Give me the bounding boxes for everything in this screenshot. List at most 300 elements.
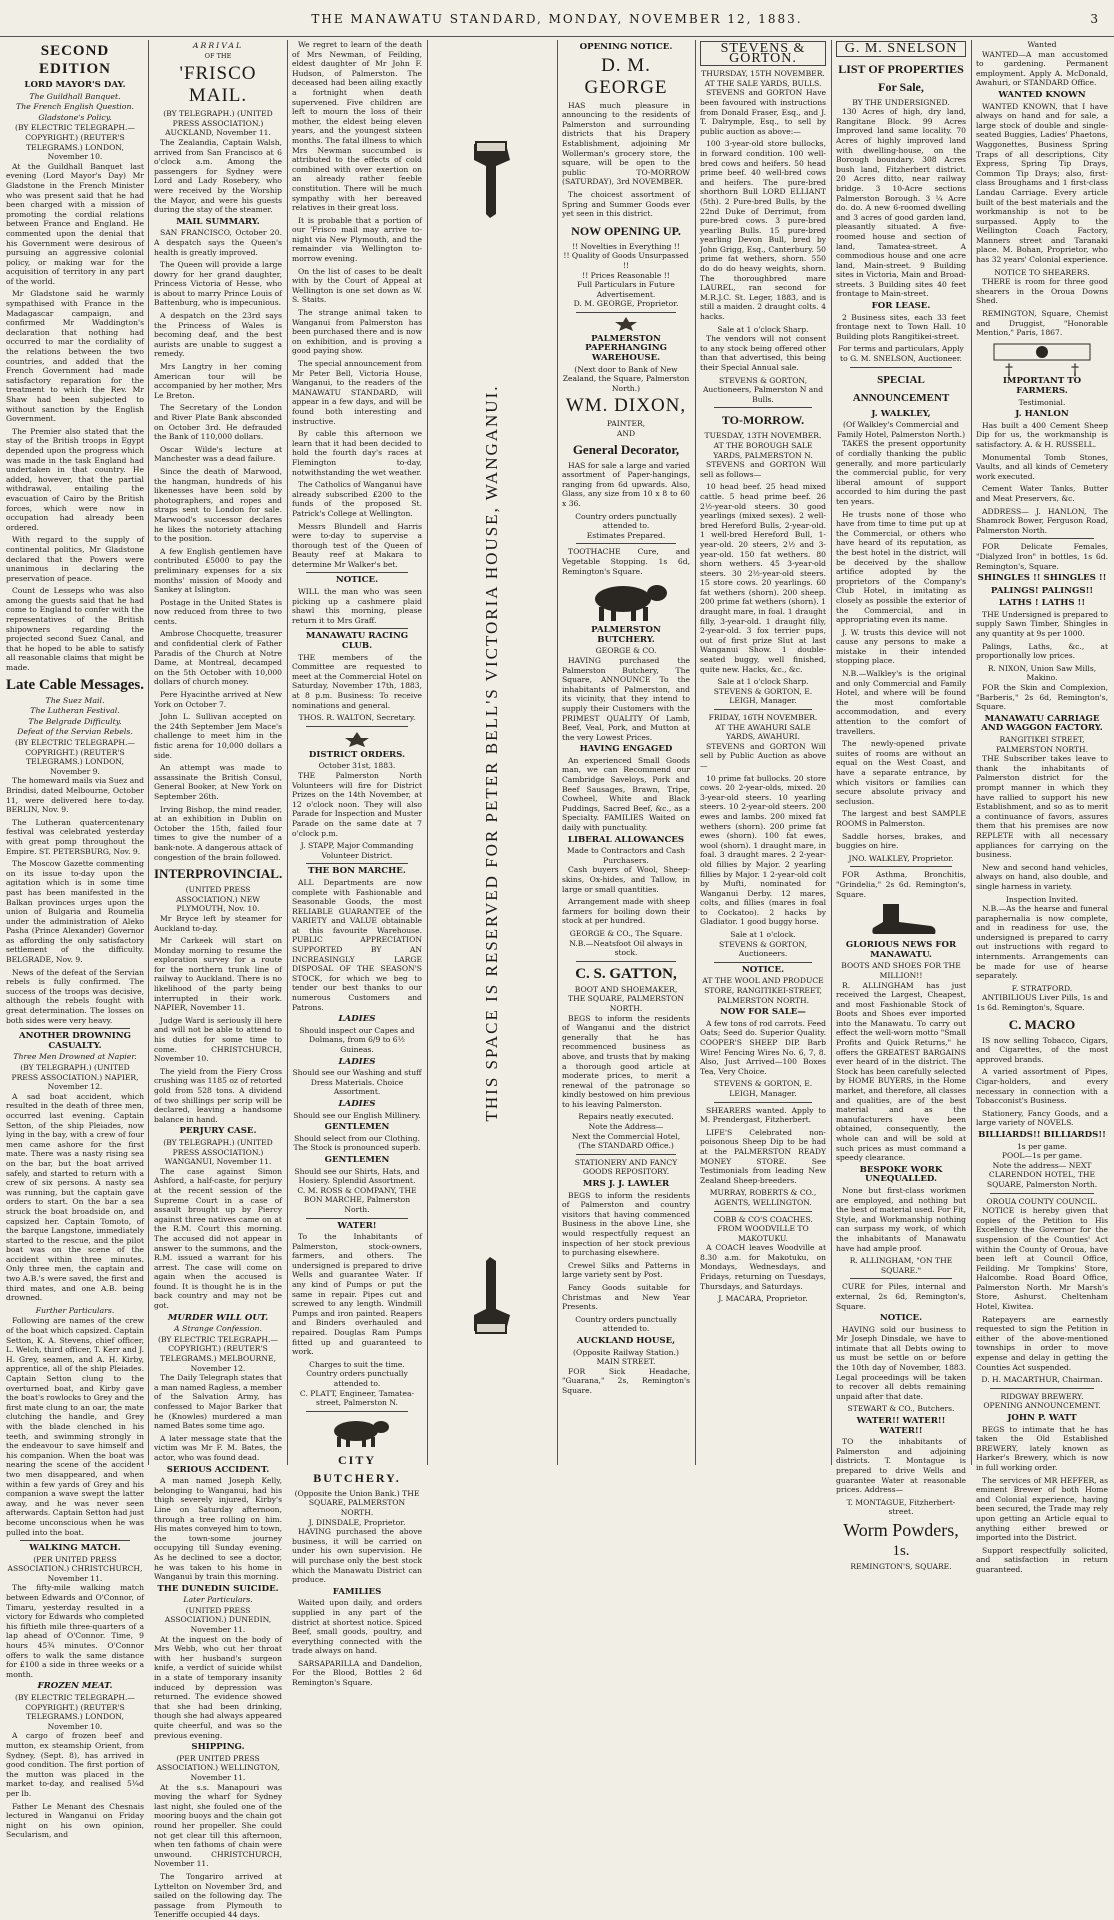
headline: SHIPPING. <box>191 1742 245 1753</box>
article-paragraph: Ambrose Chocquette, treasurer and confidential clerk of Father Paradis of the Church at Notre Dame, at Montreal, decamped on the 5th October with 10,000 dollars of church money. <box>154 629 282 687</box>
ad-text: N.B.—Neatsfoot Oil always in stock. <box>569 938 683 958</box>
ad-text: HAVING sold our business to Mr Joseph Dinsdale, we have to intimate that all Debts owing to us must be settle on or before the 10th day of November, 1883. Legal proceedings will be taken to recover all debts remaining unpaid after that date. <box>836 1324 966 1401</box>
divider <box>990 1388 1094 1389</box>
headline: WALKING MATCH. <box>29 1543 121 1554</box>
ad-heading: FOR LEASE. <box>871 301 931 312</box>
ad-signature: D. M. GEORGE, Proprietor. <box>573 299 679 309</box>
subheadline: Defeat of the Servian Rebels. <box>17 727 133 737</box>
ad-text: (Of Walkley's Commercial and Family Hotel, Palmerston North.) <box>836 420 966 439</box>
divider <box>714 407 812 408</box>
ad-text: HAVING purchased the Palmerston Butchery, The Square, ANNOUNCE To the inhabitants of Palmerston, and its vicinity, that they intend to supply their Customers with the PRIMEST QUALITY Of Lamb, Beef, Veal, Pork, and Mutton at the very Lowest Prices. <box>562 655 690 742</box>
ad-text: (Next door to Bank of New Zealand, the Square, Palmerston North.) <box>562 364 690 393</box>
headline: SERIOUS ACCIDENT. <box>166 1464 270 1475</box>
ad-text: A COACH leaves Woodville at 8.30 a.m. for Makotuku, on Mondays, Wednesdays, and Fridays, returning on Tuesdays, Thursdays, and Saturdays. <box>700 1243 826 1291</box>
article-paragraph: On the list of cases to be dealt with by the Court of Appeal at Wellington is one set down as W. S. Staits. <box>292 266 422 305</box>
divider <box>306 1218 408 1219</box>
ad-text: RANGITIKEI STREET, PALMERSTON NORTH. <box>995 735 1089 754</box>
column-ads-2 <box>696 40 830 1465</box>
ad-heading: NOTICE. <box>741 964 785 975</box>
ad-text: A varied assortment of Pipes, Cigar-holders, and every necessary in connection with a Tobacconist's Business. <box>976 1067 1108 1106</box>
ad-title: 1s. <box>892 1542 910 1559</box>
ad-heading: NOW OPENING UP. <box>571 223 681 238</box>
ad-text: Repairs neatly executed. <box>578 1112 674 1122</box>
divider <box>714 1211 812 1212</box>
ad-text: None but first-class workmen are employed, and nothing but the best of material used. For Fit, Style, and Workmanship nothing can surpass my work, of which the inhabitants of Manawatu have had ample proof. <box>836 1185 966 1253</box>
ad-title: C. S. GATTON, <box>575 965 677 982</box>
dateline: (BY TELEGRAPH.) (UNITED PRESS ASSOCIATION.) NAPIER, November 12. <box>11 1063 139 1092</box>
ad-heading: NOTICE TO SHEARERS. <box>994 267 1090 277</box>
ad-text: WILL the man who was seen picking up a cashmere plaid shawl this morning, please return it to Mrs Graff. <box>292 587 422 625</box>
ad-title: AUCKLAND HOUSE, <box>576 1335 676 1346</box>
subheadline: The Suez Mail. <box>45 695 105 705</box>
ad-text: Full Particulars in Future Advertisement. <box>577 280 675 299</box>
divider <box>850 1278 952 1279</box>
divider <box>576 1154 676 1155</box>
column-ads-4 <box>972 40 1112 1574</box>
ad-text: AT THE SALE YARDS, BULLS. <box>704 78 822 88</box>
ad-heading: BESPOKE WORK UNEQUALLED. <box>859 1164 943 1185</box>
subheadline: The Belgrade Difficulty. <box>28 716 122 726</box>
cross-icon: † <box>1071 359 1079 379</box>
article-paragraph: The Lutheran quatercentenary festival was celebrated yesterday with great pomp throughout the Empire. ST. PETERSBURG, Nov. 9. <box>6 817 144 856</box>
divider <box>990 1193 1094 1194</box>
ad-text: REMINGTON, Square, Chemist and Druggist, "Honorable Mention," Paris, 1867. <box>976 309 1108 338</box>
article-paragraph: Since the death of Marwood, the hangman, hundreds of his likenesses have been sold by photographers, and ropes and straps sent to London for sale. Marwood's successor declares he likes the notoriety attaching to the position. <box>154 466 282 544</box>
ad-text: Country orders punctually attended to. <box>575 1314 677 1334</box>
article-paragraph: It is probable that a portion of our 'Frisco mail may arrive to-night via New Plymouth, and the remainder via Wellington to-morrow evening. <box>292 215 422 264</box>
ad-text: AT THE BOROUGH SALE YARDS, PALMERSTON N. <box>713 440 813 460</box>
article-paragraph: Father Le Menant des Chesnais lectured in Wanganui on Friday night on his own opinion, Secularism, and <box>6 1801 144 1840</box>
article-paragraph: We regret to learn of the death of Mrs Newman, of Feilding, eldest daughter of Mr John F. Hudson, of Palmerston. The deceased had been ailing exactly a fortnight when death supervened. Five children are left to mourn the loss of their mother, the eldest being eleven years, and the youngest sixteen months. The fatal illness to which Mrs Newman succumbed is attributed to the effects of cold combined with over exertion on an already rather feeble constitution. There will be much sympathy with her bereaved relatives in their great loss. <box>292 40 422 213</box>
ad-signature: JNO. WALKLEY, Proprietor. <box>848 853 954 863</box>
ad-heading: LIST OF PROPERTIES For Sale, <box>838 61 964 94</box>
ad-title: WM. DIXON, <box>565 395 687 417</box>
divider <box>306 572 408 573</box>
boot-icon <box>861 902 941 938</box>
ad-text: !! Prices Reasonable !! <box>582 270 670 280</box>
ad-text: Arrangement made with sheep farmers for boiling down their stock at per hundred. <box>562 897 690 926</box>
ad-text: STEVENS and GORTON Have been favoured with instructions from Donald Fraser, Esq., and J. T. Dalrymple, Esq., to sell by public auction as above:— <box>700 88 826 136</box>
ad-heading: WANTED KNOWN <box>998 89 1086 100</box>
crest-icon <box>611 316 641 332</box>
ad-title: JOHN P. WATT <box>1007 1413 1077 1423</box>
ad-text: GEORGE & CO. <box>595 646 657 656</box>
headline: Late Cable Messages. <box>6 676 144 693</box>
ad-text: Estimates Prepared. <box>586 530 666 540</box>
ad-text: ALL Departments are now complete with Fashionable and Seasonable Goods, the most RELIABLE GUARANTEE of the VARIETY and VALUE obtainable at this favourite Warehouse. PUBLIC APPRECIATION SUPPORTED BY AN INCREASINGLY LARGE DISPOSAL OF THE SEASON'S STOCK, for which we beg to tender our best thanks to our numerous Customers and Patrons. <box>292 877 422 1012</box>
divider <box>850 367 952 368</box>
ad-text: AT THE AWAHURI SALE YARDS, AWAHURI. <box>715 722 811 742</box>
ad-signature: R. ALLINGHAM, "ON THE SQUARE." <box>849 1256 953 1275</box>
column-rule <box>148 40 149 1465</box>
ad-text: N.B.—As the hearse and funeral paraphernalia is now complete, and in readiness for use, the undersigned is prepared to carry out instructions with regard to internments. Arrangements can be made for use of hearse separately. <box>976 904 1108 981</box>
ad-text: TAKES the present opportunity of cordially thanking the public generally, and more particularly the commercial public, for very liberal amount of support accorded to him during the past ten years. <box>836 439 966 506</box>
ad-text: THE Subscriber takes leave to thank the inhabitants of Palmerston district for the prompt manner in which they have rallied to support his new Establishment, and so as to merit a continuance of favors, assures them that his premises are now REPLETE with all necessary appliances for carrying on the business. <box>976 754 1108 860</box>
ad-text: LIFE'S Celebrated non-poisonous Sheep Dip to be had at the PALMERSTON READY MONEY STORE. See Testimonials from leading New Zealand Sheep-breeders. <box>700 1127 826 1185</box>
ad-date: October 31st, 1883. <box>318 761 396 771</box>
headline: 'FRISCO MAIL. <box>179 63 257 107</box>
ad-heading: SHINGLES !! SHINGLES !! <box>977 573 1107 584</box>
dateline: (BY TELEGRAPH.) (UNITED PRESS ASSOCIATION.) AUCKLAND, November 11. <box>163 109 273 138</box>
ad-signature: D. H. MACARTHUR, Chairman. <box>981 1375 1103 1385</box>
ad-text: Support respectfully solicited, and satisfaction in return guaranteed. <box>976 1545 1108 1574</box>
ad-heading: PALMERSTON BUTCHERY. <box>591 625 661 645</box>
ad-title: J. HANLON <box>1015 409 1069 420</box>
divider <box>576 961 676 962</box>
ad-signature: THOS. R. WALTON, Secretary. <box>298 713 416 723</box>
ad-heading: DISTRICT ORDERS. <box>308 749 406 760</box>
ad-title: STEVENS & GORTON. <box>700 41 826 66</box>
ad-date: FRIDAY, 16TH NOVEMBER. <box>708 713 818 722</box>
ad-text: ANTIBILIOUS Liver Pills, 1s and 1s 6d. Remington's, Square. <box>976 993 1108 1013</box>
ad-text: Made to Contractors and Cash Purchasers. <box>566 846 686 865</box>
dateline: (BY TELEGRAPH.) (UNITED PRESS ASSOCIATION.) WANGANUI, November 11. <box>163 1137 273 1167</box>
headline: PERJURY CASE. <box>179 1126 257 1137</box>
divider <box>990 538 1094 539</box>
ad-signature: STEWART & CO., Butchers. <box>847 1404 955 1414</box>
article-paragraph: The strange animal taken to Wanganui from Palmerston has been purchased there and is now on exhibition, and is proving a good paying show. <box>292 308 422 356</box>
article-paragraph: Mr Gladstone said he warmly sympathised with France in the Madagascar campaign, and confirmed Mr Waddington's declaration that nothing had occurred to mar the cordiality of the relations between the two countries, and added that the French Government had made satisfactory reparation for the treatment to which the Rev. Mr Shaw had been subjected to without sanction by the English Government. <box>6 289 144 424</box>
ad-title: G. M. SNELSON <box>836 41 966 57</box>
ad-heading: GENTLEMEN <box>324 1122 390 1133</box>
ad-text: Country orders punctually attended to. <box>306 1369 408 1388</box>
subheadline: The Guildhall Banquet. <box>29 91 121 101</box>
article-paragraph: SAN FRANCISCO, October 20. A despatch says the Queen's health is greatly improved. <box>154 228 282 257</box>
article-paragraph: The Moscow Gazette commenting on its issue to-day upon the agitation which is in some time past has been manifested in the Balkan provinces urges upon the union of Bulgaria and Roumelia under the administration of Aleko Pasha (Prince Alexander) Governor as affording the only satisfactory settlement of the difficulty. BELGRADE, Nov. 9. <box>6 859 144 965</box>
ad-heading: IMPORTANT TO FARMERS. <box>1002 376 1082 396</box>
ad-heading: SPECIAL ANNOUNCEMENT <box>852 373 950 404</box>
ad-heading: TO-MORROW. <box>721 413 805 428</box>
ad-heading: WATER!! WATER!! WATER!! <box>856 1416 946 1436</box>
ad-text: BY THE UNDERSIGNED. <box>852 97 950 107</box>
article-paragraph: The yield from the Fiery Cross crushing was 1185 oz of retorted gold from 528 tons. A dividend of two shillings per scrip will be declared, leaving a handsome balance in hand. <box>154 1066 282 1124</box>
headline: MAIL SUMMARY. <box>176 216 260 227</box>
ad-text: Should see our Shirts, Hats, and Hosiery. Splendid Assortment. <box>294 1166 420 1186</box>
ad-signature: STEVENS & GORTON, Auctioneers, Palmerston N and Bulls. <box>702 375 824 404</box>
ad-text: BEGS to intimate that he has taken the Old Established BREWERY, lately known as Harker's Brewery, which is now in full working order. <box>976 1424 1108 1472</box>
article-paragraph: The case against Simon Ashford, a half-caste, for perjury at the recent session of the Supreme Court in a case of assault brought up by Piercy against three natives came on at the R.M. Court this morning. The accused did not appear in answer to the summons, and the R.M. issued a warrant for his arrest. The case will come on again when the accused is found. It is thought he is in the back country and may not be got. <box>154 1166 282 1311</box>
ad-text: NOTICE is hereby given that copies of the Petition to His Excellency the Governor for the suspension of the Counties' Act within the County of Oroua, have been left at Council Office, Feilding. Mr Tompkins' Store, Halcombe. Road Board Office, Palmerston North. Mr Marsh's Store, Ashurst. Cheltenham Hotel, Kiwitea. <box>976 1206 1108 1312</box>
dateline: (UNITED PRESS ASSOCIATION.) NEW PLYMOUTH, Nov. 10. <box>175 885 261 914</box>
article-paragraph: A man named Joseph Kelly, belonging to Wanganui, had his thigh severely injured, Kirby's Line on Saturday afternoon, through a tree rolling on him. His mates conveyed him to town, the town-some journey occupying till Sunday evening. As he declined to see a doctor, he was taken to his home in Wanganui by train this morning. <box>154 1476 282 1582</box>
ad-signature: J. STAPP, Major Commanding Volunteer District. <box>300 841 414 860</box>
ad-text: 1s per game. <box>1016 1141 1068 1151</box>
ad-heading: RIDGWAY BREWERY. <box>1000 1391 1084 1401</box>
ad-heading: GENTLEMEN <box>324 1154 390 1165</box>
ad-text: Should see our Washing and stuff Dress Materials. Choice Assortment. <box>292 1068 422 1097</box>
ad-text: Charges to suit the time. <box>309 1359 405 1369</box>
article-paragraph: At the s.s. Manapouri was moving the wharf for Sydney last night, she fouled one of the mooring buoys and the chain got round her propeller. She could not get clear till this afternoon, when ten fathoms of chain were unwound. CHRISTCHURCH, November 11. <box>154 1782 282 1869</box>
ad-heading: CITY BUTCHERY. <box>313 1452 401 1485</box>
ad-text: N.B.—Walkley's is the original and only Commercial and Family Hotel, and where will be found the most comfortable accommodation, and every attention to the comfort of travellers. <box>836 669 966 736</box>
divider <box>714 1102 812 1103</box>
headline: FROZEN MEAT. <box>37 1681 113 1692</box>
ad-heading: MANAWATU RACING CLUB. <box>305 631 409 652</box>
ad-text: The vendors will not consent to any stock being offered other than that advertised, this being their Special Annual sale. <box>700 334 826 372</box>
ad-text: Sale at 1 o'clock. <box>730 930 796 940</box>
ad-text: Waited upon daily, and orders supplied in any part of the district at shortest notice. Spiced Beef, small goods, poultry, and everything connected with the trade always on hand. <box>292 1598 422 1656</box>
ad-text: STEVENS and GORTON Will sell as follows— <box>700 460 826 479</box>
pointing-hand-icon <box>466 1255 518 1335</box>
headline: INTERPROVINCIAL. <box>154 866 283 882</box>
article-paragraph: Postage in the United States is now reduced from three to two cents. <box>154 597 282 626</box>
ad-text: STEVENS and GORTON Will sell by Public Auction as above— <box>700 741 826 770</box>
headline: THE DUNEDIN SUICIDE. <box>157 1583 279 1594</box>
article-paragraph: Irving Bishop, the mind reader, at an exhibition in Dublin on October the 15th, failed four times to give the number of a bank-note. A dangerous attack of congestion of the brain followed. <box>154 804 282 862</box>
ad-text: 10 head beef. 25 head mixed cattle. 5 head prime beef. 26 2½-year-old steers. 30 good yearlings (mixed sexes). 2 well-bred Hereford Bulls, 2-year-old. 1 well-bred Hereford Bull, 1-year-old. 20 steers, 2½ and 3-year-old. 150 fat wethers. 80 shorn wethers. 45 3-year-old steers. 30 2½-year-old steers. 15 store cows. 20 yearlings. 60 fat wethers (shorn). 200 sheep. 200 prime fat wethers (shorn). 1 draught mare, in foal. 1 draught filly, 3-year-old. 1 draught filly, 2-year-old. 3 fox terrier pups, out of first prize Slut at last Wanganui Show. 1 double-seated buggy, well finished, quite new. Hacks, &c., &c. <box>700 482 826 674</box>
divider <box>576 543 676 544</box>
ad-heading: BOOTS AND SHOES FOR THE MILLION!! <box>841 961 961 980</box>
ad-signature: GEORGE & CO., The Square. <box>569 928 683 938</box>
ad-text: FOR Sick Headache, "Guarana," 2s, Remington's Square. <box>562 1366 690 1395</box>
ad-text: Fancy Goods suitable for Christmas and New Year Presents. <box>562 1282 690 1312</box>
ad-heading: LADIES <box>338 1098 376 1109</box>
ad-text: BOOT AND SHOEMAKER, <box>574 984 678 994</box>
ox-icon <box>322 1415 392 1449</box>
ad-text: HAS much pleasure in announcing to the residents of Palmerston and surrounding districts that his Drapery Establishment, adjoining Mr Wollerman's grocery store, the square, will be open to the public TO-MORROW (SATURDAY), 3rd NOVEMBER. <box>562 100 690 187</box>
divider <box>576 312 676 313</box>
subheadline: Further Particulars. <box>35 1305 115 1315</box>
ad-heading: COBB & CO'S COACHES. <box>713 1214 813 1224</box>
article-paragraph: The Queen will provide a large dowry for her grand daughter, Princess Victoria of Hesse, who is about to marry Prince Louis of Battenburg, who is impecunious. <box>154 260 282 308</box>
ad-text: HAVING purchased the above business, it will be carried on under his own supervision. He will purchase only the best stock which the Manawatu District can produce. <box>292 1527 422 1585</box>
ad-text: FROM WOODVILLE TO MAKOTUKU. <box>717 1224 809 1243</box>
ad-text: FOR the Skin and Complexion, "Barberis," 2s 6d, Remington's, Square. <box>976 683 1108 712</box>
subheadline: A Strange Confession. <box>174 1324 262 1334</box>
ad-text: The services of MR HEFFER, as eminent Brewer of both Home and Colonial experience, having been secured, the Trade may rely upon getting an Article equal to anything either brewed or imported into the District. <box>976 1475 1108 1543</box>
ad-heading: OPENING NOTICE. <box>579 42 673 52</box>
ad-text: Saddle horses, brakes, and buggies on hire. <box>836 831 966 851</box>
dateline: (UNITED PRESS ASSOCIATION.) DUNEDIN, November 11. <box>164 1605 272 1635</box>
article-paragraph: Following are names of the crew of the boat which capsized. Captain Setton, K. A. Stevens, chief officer, L. Welch, third officer, T. Kerr and J. H. Grey, seamen, and A. H. Kirby, apprentice, all of the ship Pleiades. Captain Setton clung to the overturned boat, and Kirby gave the boat's rowlocks to Grey and the first mate clung to an oar, the mate clutching the handle, and Grey with the blade clenched in his teeth, and swimming strongly in the endeavour to save himself and his companion. When the boat was nearing the scene of the accident two men disappeared, and when within a few yards of Grey and his companion a wave swept the latter away, and he was never seen afterwards. Captain Setton had just become unconscious when he was pulled into the boat. <box>6 1316 144 1537</box>
article-paragraph: A few English gentlemen have contributed £5000 to pay the preliminary expenses for a six months' mission of Moody and Sankey at Islington. <box>154 546 282 595</box>
article-paragraph: The Tongariro arrived at Lyttelton on November 3rd, and sailed on the following day. The passage from Plymouth to Teneriffe occupied 44 days. <box>154 1871 282 1920</box>
reserved-notice: THIS SPACE IS RESERVED FOR PETER BELL'S VICTORIA HOUSE, WANGANUI. <box>482 383 502 1122</box>
ad-text: Cash buyers of Wool, Sheep-skins, Ox-hides, and Tallow, in large or small quantities. <box>562 865 690 894</box>
article-paragraph: Judge Ward is seriously ill here and will not be able to attend to his duties for some time to come. CHRISTCHURCH, November 10. <box>154 1015 282 1064</box>
ad-heading: PALINGS! PALINGS!! <box>990 585 1094 596</box>
ad-heading: Wanted <box>1027 40 1057 49</box>
ad-text: THERE is room for three good shearers in the Oroua Downs Shed. <box>976 277 1108 306</box>
ad-text: Should see our English Millinery. <box>293 1110 421 1120</box>
ad-title: MRS J. J. LAWLER <box>582 1179 670 1190</box>
ad-text: HAS for sale a large and varied assortment of Paper-hangings, ranging from 6d upwards. Also, Glass, any size from 10 x 8 to 60 x 36. <box>562 460 690 508</box>
article-paragraph: The fifty-mile walking match between Edwards and O'Connor, of Timaru, yesterday resulted in a victory for Edwards who completed his fiftieth mile three-quarters of a lap ahead of O'Connor. Time, 9 hours 45¾ minutes. O'Connor offers to walk the same distance for £100 a side in three weeks or a month. <box>6 1583 144 1679</box>
masthead <box>0 0 1114 37</box>
article-paragraph: By cable this afternoon we learn that it had been decided to hold the fourth day's races at Flemington to-day, notwithstanding the wet weather. <box>292 429 422 477</box>
subheadline: Gladstone's Policy. <box>38 112 112 122</box>
ad-text: J. DINSDALE, Proprietor. <box>308 1517 406 1527</box>
ad-heading: NOTICE. <box>335 575 379 586</box>
ad-signature: C. M. ROSS & COMPANY, THE BON MARCHE, Palmerston North. <box>297 1185 417 1214</box>
ad-text: Sale at 1 o'clock Sharp. <box>717 324 809 334</box>
ad-heading: NOTICE. <box>879 1313 923 1324</box>
reserved-space <box>428 40 556 1465</box>
article-paragraph: John L. Sullivan accepted on the 24th September Jem Mace's challenge to meet him in the fistic arena for 10,000 dollars a side. <box>154 712 282 760</box>
dateline: (BY ELECTRIC TELEGRAPH.—COPYRIGHT.) (REUTER'S TELEGRAMS.) MELBOURNE, November 12. <box>158 1334 278 1373</box>
article-paragraph: The Secretary of the London and River Plate Bank absconded on October 3rd. He defrauded the Bank of 110,000 dollars. <box>154 403 282 442</box>
divider <box>850 866 952 867</box>
ad-title: Worm Powders, <box>843 1519 959 1540</box>
ad-heading: HAVING ENGAGED <box>579 744 673 755</box>
article-paragraph: Pere Hyacinthe arrived at New York on October 7. <box>154 690 282 709</box>
ad-text: BEGS to inform the residents of Wanganui and the district generally that he has recommenced business as above, and trusts that by making a thorough good article at moderate prices, to merit a renewal of the patronage so kindly bestowed on him previous to his leaving Palmerston. <box>562 1013 690 1109</box>
divider <box>306 726 408 727</box>
ad-text: POOL—1s per game. <box>1001 1151 1083 1161</box>
ad-text: An experienced Small Goods man, we can Recommend our Cambridge Saveloys, Pork and Beef Sausages, Brawn, Tripe, Cowheel, White and Black Puddings, Sacred Beef, &c., as a Specialty. FAMILIES Waited on daily with punctuality. <box>562 755 690 833</box>
ad-signature: C. PLATT, Engineer, Tamatea-street, Palmerston N. <box>299 1388 415 1408</box>
ad-text: The newly-opened private suites of rooms are without an equal on the West Coast, and have a separate entrance, by which visitors or families can secure absolute privacy and seclusion. <box>836 739 966 806</box>
ad-text: Note the address— NEXT CLARENDON HOTEL, THE SQUARE, Palmerston North. <box>986 1160 1098 1189</box>
ad-signature: T. MONTAGUE, Fitzherbert-street. <box>846 1497 956 1517</box>
article-paragraph: Mr Bryce left by steamer for Auckland to-day. <box>154 913 282 933</box>
ad-heading: MANAWATU CARRIAGE AND WAGGON FACTORY. <box>981 713 1103 734</box>
ad-signature: F. STRATFORD. <box>1011 983 1073 993</box>
ad-text: Testimonial. <box>1018 397 1066 407</box>
ad-text: (Opposite the Union Bank.) THE SQUARE, PALMERSTON NORTH. <box>294 1488 420 1517</box>
article-paragraph: A cargo of frozen beef and mutton, ex steamship Orient, from Sydney, (Sept. 8), has arrived in good condition. The first portion of the mutton was placed in the market to-day, and realised 5¼d per lb. <box>6 1731 144 1798</box>
masthead-title: THE MANAWATU STANDARD, MONDAY, NOVEMBER 12, 1883. <box>311 12 803 26</box>
crest-icon <box>340 730 374 748</box>
article-paragraph: News of the defeat of the Servian rebels is fully confirmed. The success of the troops was decisive, although the rebels fought with great determination. The losses on both sides were very heavy. <box>6 967 144 1025</box>
ad-text: 2 Business sites, each 33 feet frontage next to Town Hall. 10 Building plots Rangitikei-street. <box>836 312 966 341</box>
ad-text: Ratepayers are earnestly requested to sign the Petition in either of the above-mentioned townships in order to move expense and delay in getting the Counties Act suspended. <box>976 1314 1108 1372</box>
article-paragraph: An attempt was made to assassinate the British Consul, General Booker, at New York on September 26th. <box>154 763 282 801</box>
ad-text: AT THE WOOL AND PRODUCE STORE, RANGITIKEI-STREET, PALMERSTON NORTH. <box>702 976 824 1005</box>
divider <box>20 1540 130 1541</box>
article-paragraph: Mr Carkeek will start on Monday morning to resume the exploration survey for a route for the northern trunk line of railway to Auckland. There is no likelihood of the party being interrupted in their work. NAPIER, November 11. <box>154 936 282 1013</box>
ad-text: 10 prime fat bullocks. 20 store cows. 20 2-year-olds, mixed. 20 3-year-old steers. 10 yearling steers. 10 2-year-old steers. 200 ewes and lambs. 200 mixed fat wethers (shorn). 200 prime fat ewes (shorn). 100 fat ewes, wool (shorn). 1 draught mare, in foal. 3 draught mares. 2 2-year-old fillies by Major. 2 yearling fillies by Major. 1 2-year-old colt by Mufti, nominated for Wanganui Derby. 12 mares, colts, and fillies (mares in foal to Cockatoo). 2 hacks by Gladiator. 1 good buggy horse. <box>700 773 826 927</box>
column-ads-3 <box>832 40 970 1571</box>
divider <box>714 709 812 710</box>
ad-title: D. M. GEORGE <box>584 54 668 98</box>
ad-heading: WATER! <box>337 1220 377 1231</box>
divider <box>306 1411 408 1412</box>
ad-text: The choicest assortment of Spring and Summer Goods ever yet seen in this district. <box>562 189 690 219</box>
ad-date: THURSDAY, 15TH NOVEMBER. <box>701 69 825 79</box>
ad-text: CURE for Piles, internal and external, 2s 6d, Remington's, Square. <box>836 1282 966 1311</box>
dateline: (PER UNITED PRESS ASSOCIATION.) WELLINGTON, November 11. <box>156 1753 280 1782</box>
article-paragraph: The Premier also stated that the stay of the British troops in Egypt depended upon the progress which was made in the task England had undertaken in that country. He added, however, that the partial withdrawal, entailing the evacuation of Cairo by the British forces, which were now in occupation had already been ordered. <box>6 426 144 532</box>
ad-heading: LADIES <box>338 1014 376 1025</box>
article-paragraph: At the inquest on the body of Mrs Webb, who cut her throat with her husband's surgeon knife, a verdict of suicide whilst in a state of temporary insanity induced by depression was returned. The evidence showed that she had been drinking, though she had always appeared quite cheerful, and was so the previous evening. <box>154 1634 282 1740</box>
article-paragraph: Mrs Langtry in her coming American tour will be accompanied by her mother, Mrs Le Breton. <box>154 362 282 400</box>
ad-text: The largest and best SAMPLE ROOMS in Palmerston. <box>836 809 966 828</box>
ad-text: !! Novelties in Everything !! <box>572 241 680 251</box>
dateline: (PER UNITED PRESS ASSOCIATION.) CHRISTCHURCH, November 11. <box>7 1554 143 1583</box>
crosses <box>976 359 1108 379</box>
ad-signature: STEVENS & GORTON, E. LEIGH, Manager. <box>713 1079 813 1098</box>
ad-heading: OROUA COUNTY COUNCIL. <box>986 1196 1098 1206</box>
ad-date: TUESDAY, 13TH NOVEMBER. <box>704 431 822 441</box>
ad-text: He trusts none of those who have from time to time put up at the Commercial, or others who have heard of its reputation, as the best hotel in the district, will be deceived by the shallow artifice adopted by the proprietors of the Company's Club Hotel, in imitating as closely as possible the exterior of the Commercial, and in appropriating even its name. <box>836 509 966 625</box>
ad-text: Inspection Invited. <box>1005 894 1079 904</box>
article-paragraph: The Daily Telegraph states that a man named Ragless, a member of the Salvation Army, has confessed to Major Barker that he (Knowles) murdered a man named Bates some time ago. <box>154 1373 283 1431</box>
ad-text: WANTED—A man accustomed to gardening. Permanent employment. Apply A. McDonald, Awahuri, or STANDARD Office. <box>976 49 1108 88</box>
ad-heading: GLORIOUS NEWS FOR MANAWATU. <box>845 940 957 960</box>
ad-text: PAINTER, <box>606 419 646 429</box>
article-paragraph: Count de Lesseps who was also among the guests said that he had come to England to confer with the representatives of the British shipowners regarding the projected second Suez Canal, and that he hoped to be able to satisfy all reasonable claims that might be made. <box>6 586 144 673</box>
article-paragraph: The special announcement from Mr Peter Bell, Victoria House, Wanganui, to the readers of the MANAWATU STANDARD, will appear in a few days, and will be found both interesting and instructive. <box>292 359 422 426</box>
ad-signature: MURRAY, ROBERTS & CO., AGENTS, WELLINGTON. <box>709 1188 817 1207</box>
ad-text: THE Palmerston North Volunteers will fire for District Prizes on the 14th November, at 12 o'clock noon. They will also Parade for Inspection and Muster Parade on the same date at 7 o'clock p.m. <box>292 770 422 838</box>
article-paragraph: A sad boat accident, which resulted in the death of three men, occurred last evening. Captain Setton, of the ship Pleiades, now lying in the bay, with a crew of four men came ashore for the first mate. There was a nasty rising sea on the bar, but the boat arrived safely, and started to return with a crew of six persons. A nasty sea was running, but the captain gave orders to start. On the bar a sea struck the boat broadside on, and capsized her. Captain Tomoto, of the barque Langstone, immediately started to the rescue, and the pilot boat was on the scene of the accident within three minutes. Only three men, the captain and two A.B.'s were saved, the first and third mates, and one A.B. being drowned. <box>6 1091 144 1303</box>
column-ads-1 <box>558 40 694 1465</box>
ad-text: Palings, Laths, &c., at proportionally low prices. <box>976 641 1108 661</box>
ad-text: THE Undersigned is prepared to supply Sawn Timber, Shingles in any quantity at 9s per 1000. <box>976 609 1108 639</box>
ad-text: Next the Commercial Hotel, (The STANDARD Office.) <box>571 1131 681 1151</box>
ad-signature: STEVENS & GORTON, Auctioneers. <box>718 939 807 959</box>
article-paragraph: The homeward mails via Suez and Brindisi, dated Melbourne, October 11, were delivered here to-day. BERLIN, Nov. 9. <box>6 776 144 815</box>
dateline: (BY ELECTRIC TELEGRAPH.—COPYRIGHT.) (REUTER'S TELEGRAMS.) LONDON, November 10. <box>15 1693 135 1731</box>
divider <box>714 962 812 963</box>
cross-icon: † <box>1005 359 1013 379</box>
subheadline: The French English Question. <box>16 102 134 112</box>
ad-text: R. ALLINGHAM has just received the Largest, Cheapest, and most Fashionable Stock of Boots and Shoes ever imported into the Manawatu. To carry out effect the well-worn motto "Small Profits and Quick Returns," he offers the GREATEST BARGAINS ever heard of in the district. The Stock has been carefully selected by HOME BUYERS, in the Home market, and therefore, all classes and qualities, are of the best material and as the manufacturers have been obtained, consequently, the whole can and will be sold at such prices as must command a speedy clearance. <box>836 980 966 1163</box>
ad-text: A few tons of rod carrots. Feed Oats; Seed do. Superior Quality. COOPER'S SHEEP DIP. Barb Wire! Fencing Wires No. 6, 7, 8. Also, Just Arrived—100 Boxes Tea, Very Choice. <box>700 1018 826 1076</box>
ad-text: (Opposite Railway Station.) MAIN STREET. <box>573 1347 679 1367</box>
article-paragraph: A later message state that the victim was Mr F. M. Bates, the actor, who was found dead. <box>154 1433 282 1462</box>
ad-text: BEGS to inform the residents of Palmerston and country visitors that having commenced Business in the above Line, she would respectfully request an inspection of her stock previous to purchasing elsewhere. <box>562 1190 690 1258</box>
ad-text: 100 3-year-old store bullocks, in forward condition. 100 well-bred cows and heifers. 50 head prime beef. 40 well-bred cows and heifers. The pure-bred shorthorn Bull LORD ELLIANT (5th). 2 Pure-bred Bulls, by the 22nd Duke of Derrimut, from pure-bred cows. 3 pure-bred yearling Bulls. 15 pure-bred yearling Devon Bull, bred by John Grigg, Esq., Canterbury. 50 prime fat wethers, shorn. 550 do do do heavy weights, shorn. The thoroughbred mare LAUREL, ran second for M.R.J.C. St. Leger, 1883, and is still a maiden. 2 draught colts. 4 hacks. <box>700 139 826 322</box>
article-paragraph: The Zealandia, Captain Walsh, arrived from San Francisco at 6 o'clock a.m. Among the passengers for Sydney were Lord and Lady Rosebery, who were received by the Worship the Mayor, and were his guests during the stay of the steamer. <box>154 137 282 215</box>
subheadline: Three Men Drowned at Napier. <box>13 1052 137 1062</box>
ad-text: WANTED KNOWN, that I have always on hand and for sale, a large stock of double and single-seated Buggies, Ladies' Phaetons, Waggonettes, Business Spring Traps of all descriptions, City Express, Spring Tip Drays, Common Tip Drays; also, first-class Broughams and 1 first-class Landau Carriage. Every article built of the best materials and the workmanship is not to be surpassed. Apply to the Wellington Coach Factory, Manners street and Taranaki place. M. Bohan, Proprietor, who has 32 years' Colonial experience. <box>976 101 1108 265</box>
ad-text: Crewel Silks and Patterns in large variety sent by Post. <box>562 1260 690 1280</box>
dateline: (BY ELECTRIC TELEGRAPH.—COPYRIGHT.) (REUTER'S TELEGRAMS.) LONDON, November 9. <box>15 738 135 776</box>
ad-heading: THE BON MARCHE. <box>308 866 406 877</box>
ad-text: ADDRESS— J. HANLON, The Shamrock Bower, Ferguson Road, Palmerston North. <box>976 506 1108 535</box>
article-paragraph: The Catholics of Wanganui have already subscribed £200 to the funds of the proposed St. Patrick's College at Wellington. <box>292 480 422 518</box>
ad-text: IS now selling Tobacco, Cigars, and Cigarettes, of the most approved brands. <box>976 1035 1108 1064</box>
ad-text: !! Quality of Goods Unsurpassed !! <box>563 251 689 270</box>
article-paragraph: A despatch on the 23rd says the Princess of Wales is becoming deaf, and the best aurists are unable to suggest a remedy. <box>154 311 282 359</box>
ad-text: Country orders punctually attended to. <box>575 511 677 531</box>
ad-text: Sale at 1 o'clock Sharp. <box>717 677 809 687</box>
ad-signature: STEVENS & GORTON, E. LEIGH, Manager. <box>713 686 813 706</box>
article-paragraph: With regard to the supply of continental politics, Mr Gladstone declared that the Powers were unanimous in declaring the preservation of peace. <box>6 535 144 583</box>
divider <box>20 1028 130 1029</box>
ad-text: Should select from our Clothing. The Stock is pronounced superb. <box>293 1133 421 1153</box>
ad-title: J. WALKLEY, <box>871 408 931 419</box>
ad-text: 130 Acres of high, dry land, Rangitane Block. 99 Acres Improved land same locality. 70 Acres of highly improved land with dwelling-house, on the Borough boundary. 308 Acres bush land, Fitzherbert district. 20 Acres ditto, near railway bridge. 3 10-Acre sections Palmerston Borough. 3 ¼ Acre do. do. A new 6-roomed dwelling and 3 acres of good garden land, pleasantly situated. A five-roomed house and section of land, Tamatea-street. A commodious house and one acre land, Main-street. 9 Building sites in Victoria, Main and Broad-streets. 3 Building sites 40 feet frontage to Main-street. <box>836 107 966 299</box>
article-paragraph: Oscar Wilde's lecture at Manchester was a dead failure. <box>154 444 282 464</box>
ad-signature: For terms and particulars, Apply to G. M. SNELSON, Auctioneer. <box>838 344 964 364</box>
ad-heading: PALMERSTON PAPERHANGING WAREHOUSE. <box>585 333 667 364</box>
ad-text: Stationery, Fancy Goods, and a large variety of NOVELS. <box>976 1108 1108 1128</box>
ad-text: Monumental Tomb Stones, Vaults, and all kinds of Cemetery work executed. <box>976 452 1108 481</box>
ad-text: THE members of the Committee are requested to meet at the Commercial Hotel on Saturday, November 17th, 1883, at 8 p.m. Business: To receive nominations and general. <box>292 652 422 710</box>
ad-text: J. W. trusts this device will not cause any persons to make a mistake in their intended stopping place. <box>836 627 966 666</box>
ad-text: Note the Address— <box>588 1122 664 1132</box>
headline: ANOTHER DROWNING CASUALTY. <box>18 1031 131 1051</box>
ad-text: New and second hand vehicles, always on hand, also double, and single harness in variety. <box>976 862 1108 891</box>
edition-heading: SECOND EDITION <box>38 43 112 77</box>
pointing-hand-icon <box>466 140 518 220</box>
ad-text: To the Inhabitants of Palmerston, stock-owners, farmers, and others. The undersigned is prepared to drive Wells and guarantee Water. If any kind of Pumps or put the same in repair. Pipes cut and screwed to any length. Windmill Pumps and iron painted. Reapers and Binders overhauled and repaired. Douglas Ram Pumps fitted up and guaranteed to work. <box>292 1232 422 1357</box>
ad-heading: STATIONERY AND FANCY GOODS REPOSITORY. <box>574 1157 678 1177</box>
ad-text: FOR Delicate Females, "Dialyzed Iron" in bottles, 1s 6d. Remington's, Square. <box>976 542 1108 571</box>
divider <box>306 863 408 864</box>
ad-text: Has built a 400 Cement Sheep Dip for us, the workmanship is satisfactory. A. & H. RUSSELL. <box>976 420 1108 449</box>
ad-title: C. MACRO <box>1008 1016 1076 1032</box>
headline: ARRIVAL <box>192 41 244 50</box>
column-locals-ads <box>288 40 426 1688</box>
article-paragraph: Messrs Blundell and Harris were to-day to supervise a thorough test of the Queen of Beauty reef at Makara to determine Mr Walker's bet. <box>292 521 422 569</box>
bull-icon <box>581 579 671 623</box>
ad-heading: LADIES <box>338 1056 376 1067</box>
dateline: (BY ELECTRIC TELEGRAPH.—COPYRIGHT.) (REUTER'S TELEGRAMS.) LONDON, November 10. <box>15 123 135 162</box>
